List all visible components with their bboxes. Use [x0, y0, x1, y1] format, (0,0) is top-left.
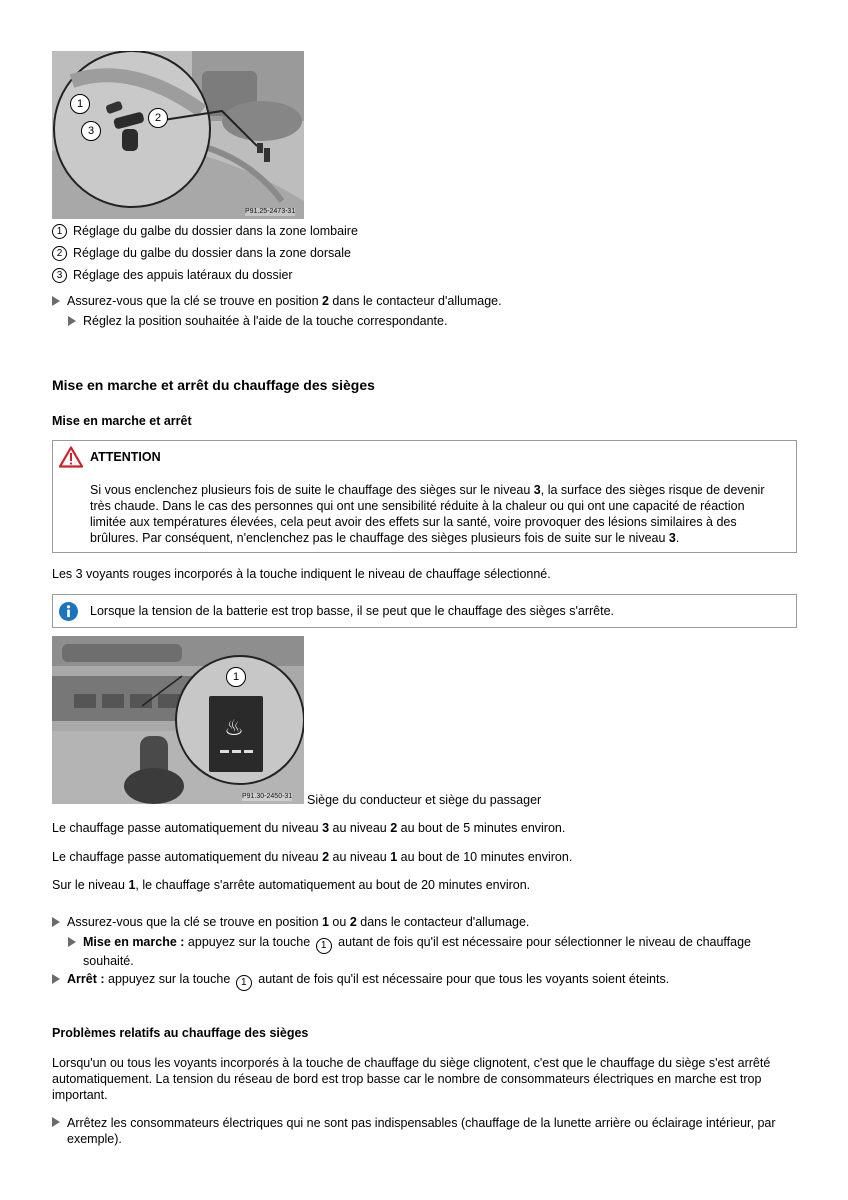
indicator-text: Les 3 voyants rouges incorporés à la touche indiquent le niveau de chauffage sélectionné.	[52, 567, 551, 581]
figure1-code: P91.25-2473-31	[245, 208, 296, 215]
step-switch-off-consumers	[52, 1115, 797, 1147]
legend-text-3: Réglage des appuis latéraux du dossier	[73, 267, 293, 282]
problem-line-3: important.	[52, 1088, 108, 1102]
info-text: Lorsque la tension de la batterie est trop basse, il se peut que le chauffage des sièges s'arrête.	[90, 604, 615, 618]
auto-para-1: Le chauffage passe automatiquement du niveau 3 au niveau 2 au bout de 5 minutes environ.	[52, 821, 566, 835]
step-text: Arrêt : appuyez sur la touche 1 autant de fois qu'il est nécessaire pour que tous les voyants soient éteints.	[67, 972, 669, 991]
button-1-icon: 1	[316, 938, 332, 954]
callout-3	[81, 121, 101, 141]
svg-text:♨: ♨	[224, 716, 244, 741]
legend-num-2: 2	[52, 246, 67, 261]
seat-adjustment-photo	[52, 51, 304, 219]
bullet-arrow-icon	[68, 316, 76, 326]
step-text: Mise en marche : appuyez sur la touche 1 autant de fois qu'il est nécessaire pour sélectionner le niveau de chauffage souhaité.	[83, 935, 752, 968]
seat-heating-illustration	[52, 636, 304, 804]
warning-triangle-icon	[59, 446, 83, 468]
bullet-arrow-icon	[68, 937, 76, 947]
legend-text-1: Réglage du galbe du dossier dans la zone lombaire	[73, 223, 358, 238]
step-text: Arrêtez les consommateurs électriques qui ne sont pas indispensables (chauffage de la lunette arrière ou éclairage intérieur, par exemple).	[67, 1116, 776, 1146]
info-box	[52, 594, 797, 628]
step-text: Assurez-vous que la clé se trouve en position 2 dans le contacteur d'allumage.	[67, 294, 502, 308]
callout-heating-label: 1	[232, 671, 240, 683]
callout-1-label: 1	[76, 98, 84, 110]
step-switch-on	[68, 935, 768, 969]
seat-heating-button-photo	[52, 636, 304, 804]
figure2-code: P91.30-2450-31	[242, 793, 293, 800]
bullet-arrow-icon	[52, 1117, 60, 1127]
button-1-icon: 1	[236, 975, 252, 991]
figure2-caption: Siège du conducteur et siège du passager	[307, 793, 542, 807]
legend-text-2: Réglage du galbe du dossier dans la zone dorsale	[73, 245, 351, 260]
subsection-title-problems: Problèmes relatifs au chauffage des sièges	[52, 1026, 309, 1040]
step-adjust-position	[68, 314, 447, 329]
section-title: Mise en marche et arrêt du chauffage des sièges	[52, 377, 375, 393]
callout-3-label: 3	[87, 125, 95, 137]
warning-line-4: brûlures. Par conséquent, n'enclenchez pas le chauffage des sièges plusieurs fois de suite sur le niveau 3.	[90, 531, 680, 545]
callout-heating-button	[226, 667, 246, 687]
problem-paragraph	[52, 1055, 797, 1103]
problem-line-1: Lorsqu'un ou tous les voyants incorporés à la touche de chauffage du siège clignotent, c'est que le chauffage du siège s'est arrêté	[52, 1056, 771, 1070]
warning-line-2: très chaude. Dans le cas des personnes qui ont une sensibilité réduite à la chaleur ou qui ont une capacité de réaction	[90, 499, 745, 513]
warning-box	[52, 440, 797, 553]
auto-para-2: Le chauffage passe automatiquement du niveau 2 au niveau 1 au bout de 10 minutes environ.	[52, 850, 573, 864]
step-ignition-position	[52, 294, 502, 309]
step-ignition-position-2	[52, 915, 529, 930]
step-text: Assurez-vous que la clé se trouve en position 1 ou 2 dans le contacteur d'allumage.	[67, 915, 530, 929]
auto-para-3: Sur le niveau 1, le chauffage s'arrête automatiquement au bout de 20 minutes environ.	[52, 878, 531, 892]
bullet-arrow-icon	[52, 917, 60, 927]
legend-num-1: 1	[52, 224, 67, 239]
step-switch-off	[52, 972, 669, 991]
warning-line-1: Si vous enclenchez plusieurs fois de suite le chauffage des sièges sur le niveau 3, la surface des sièges risque de devenir	[90, 483, 765, 497]
callout-2	[148, 108, 168, 128]
warning-body	[90, 482, 790, 546]
bullet-arrow-icon	[52, 296, 60, 306]
step-text: Réglez la position souhaitée à l'aide de la touche correspondante.	[83, 314, 448, 328]
callout-2-label: 2	[154, 112, 162, 124]
info-icon	[58, 601, 79, 622]
warning-line-3: limitée aux températures élevées, cela peut avoir des effets sur la santé, voire provoquer des lésions similaires à des	[90, 515, 737, 529]
warning-title: ATTENTION	[90, 450, 161, 464]
problem-line-2: automatiquement. La tension du réseau de bord est trop basse car le nombre de consommateurs électriques en marche est trop	[52, 1072, 762, 1086]
legend-item-3	[52, 266, 293, 284]
legend-item-2	[52, 244, 351, 262]
legend-num-3: 3	[52, 268, 67, 283]
callout-1	[70, 94, 90, 114]
subsection-title-on-off: Mise en marche et arrêt	[52, 414, 192, 428]
bullet-arrow-icon	[52, 974, 60, 984]
legend-item-1	[52, 222, 358, 240]
